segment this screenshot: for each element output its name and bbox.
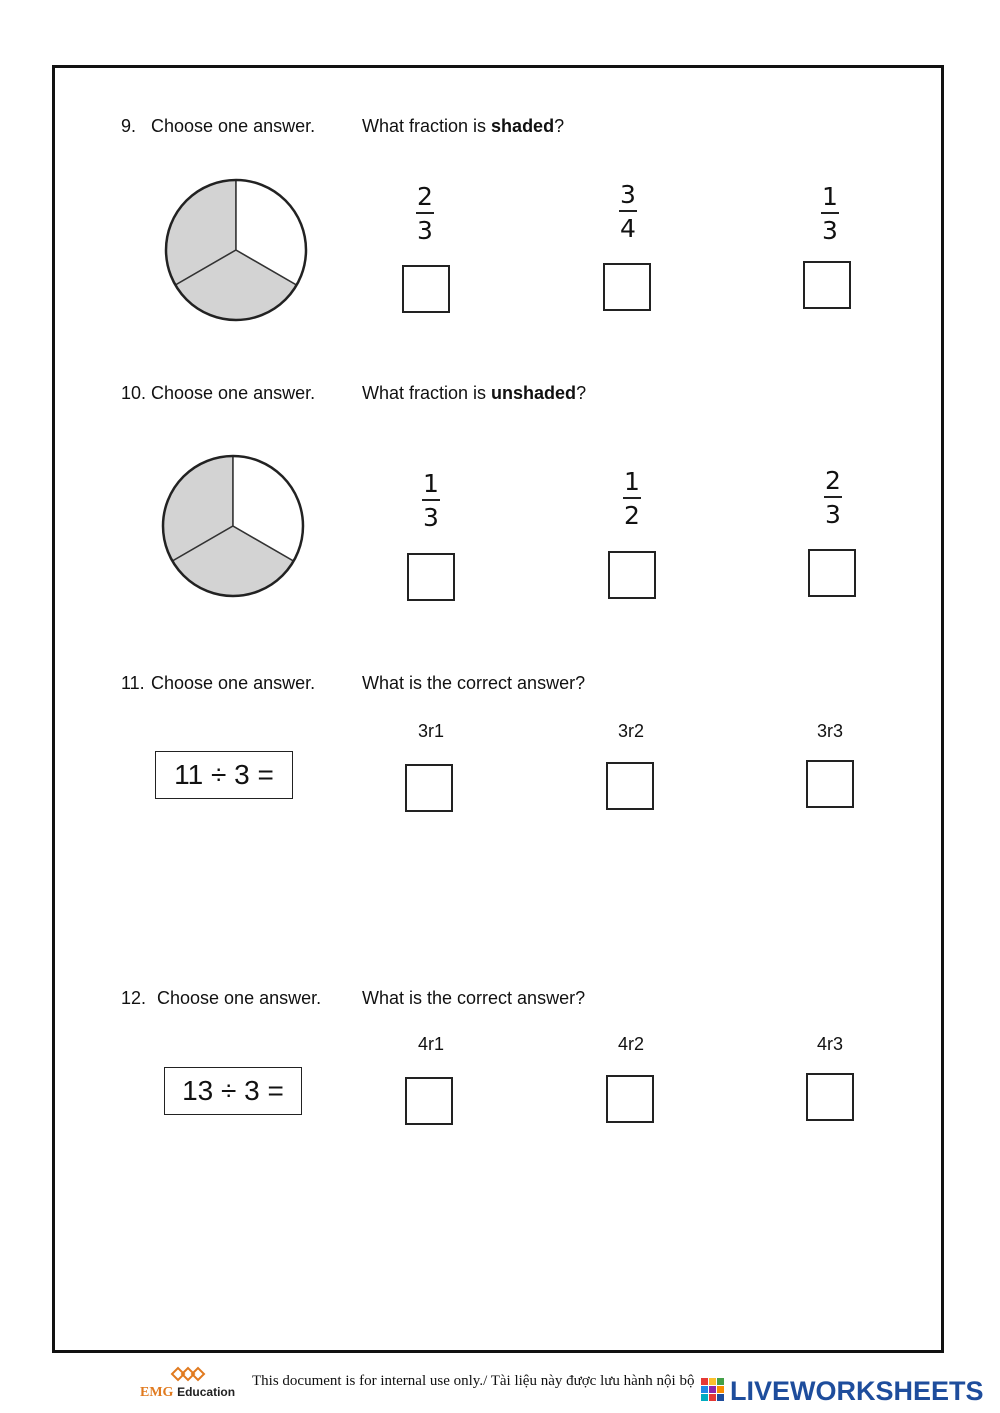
q11-option-b-label: 3r2 bbox=[617, 721, 644, 741]
q11-option-a-checkbox[interactable] bbox=[405, 764, 453, 812]
q9-option-b-checkbox[interactable] bbox=[603, 263, 651, 311]
q10-prompt-start: What fraction is bbox=[362, 383, 492, 403]
fraction-numerator: 1 bbox=[423, 469, 439, 498]
q12-expression: 13 ÷ 3 = bbox=[164, 1067, 302, 1115]
q10-prompt-bold: unshaded bbox=[491, 383, 577, 403]
q10-option-a-checkbox[interactable] bbox=[407, 553, 455, 601]
q9-instruction: Choose one answer. bbox=[151, 116, 316, 136]
q10-instruction: Choose one answer. bbox=[151, 383, 316, 403]
education-brand-text: Education bbox=[177, 1385, 236, 1399]
q9-prompt bbox=[362, 116, 564, 137]
q9-option-c-checkbox[interactable] bbox=[803, 261, 851, 309]
liveworksheets-text: LIVEWORKSHEETS bbox=[730, 1375, 984, 1406]
q11-prompt: What is the correct answer? bbox=[362, 673, 586, 693]
q11-instruction: Choose one answer. bbox=[151, 673, 316, 693]
fraction-denominator: 2 bbox=[624, 501, 640, 530]
fraction-bar bbox=[824, 496, 842, 498]
fraction-denominator: 4 bbox=[620, 214, 636, 243]
q9-number: 9. bbox=[121, 116, 137, 136]
fraction-numerator: 2 bbox=[417, 182, 433, 211]
q12-option-c-label: 4r3 bbox=[816, 1034, 843, 1054]
fraction-bar bbox=[623, 497, 641, 499]
q11-expression: 11 ÷ 3 = bbox=[155, 751, 293, 799]
emg-education-brand bbox=[140, 1384, 235, 1401]
q10-option-c-fraction bbox=[813, 468, 853, 527]
fraction-numerator: 1 bbox=[624, 467, 640, 496]
q11-option-a-label: 3r1 bbox=[417, 721, 444, 741]
q9-prompt-start: What fraction is bbox=[362, 116, 492, 136]
liveworksheets-watermark bbox=[700, 1374, 984, 1408]
q10-option-a-fraction bbox=[411, 471, 451, 530]
q12-option-b-label: 4r2 bbox=[617, 1034, 644, 1054]
fraction-denominator: 3 bbox=[822, 216, 838, 245]
q9-option-b-fraction bbox=[608, 182, 648, 241]
q12-option-a-checkbox[interactable] bbox=[405, 1077, 453, 1125]
q9-prompt-end: ? bbox=[554, 116, 565, 136]
emg-brand-text: EMG bbox=[140, 1385, 174, 1400]
q12-number: 12. bbox=[121, 988, 147, 1008]
q12-instruction: Choose one answer. bbox=[157, 988, 322, 1008]
q10-option-c-checkbox[interactable] bbox=[808, 549, 856, 597]
fraction-bar bbox=[422, 499, 440, 501]
q11-option-b-checkbox[interactable] bbox=[606, 762, 654, 810]
q12-option-c-checkbox[interactable] bbox=[806, 1073, 854, 1121]
fraction-numerator: 1 bbox=[822, 182, 838, 211]
q10-option-b-fraction bbox=[612, 469, 652, 528]
fraction-denominator: 3 bbox=[417, 216, 433, 245]
q10-prompt-end: ? bbox=[576, 383, 587, 403]
q11-option-c-label: 3r3 bbox=[816, 721, 843, 741]
fraction-denominator: 3 bbox=[423, 503, 439, 532]
q12-option-a-label: 4r1 bbox=[417, 1034, 444, 1054]
fraction-denominator: 3 bbox=[825, 500, 841, 529]
q12-option-b-checkbox[interactable] bbox=[606, 1075, 654, 1123]
liveworksheets-logo-icon bbox=[700, 1376, 726, 1406]
q9-option-a-fraction bbox=[405, 184, 445, 243]
q9-option-c-fraction bbox=[810, 184, 850, 243]
fraction-bar bbox=[416, 212, 434, 214]
fraction-numerator: 3 bbox=[620, 180, 636, 209]
q10-option-b-checkbox[interactable] bbox=[608, 551, 656, 599]
q9-prompt-bold: shaded bbox=[491, 116, 555, 136]
footer-notice: This document is for internal use only./ Tài liệu này được lưu hành nội bộ bbox=[252, 1373, 695, 1389]
q11-option-c-checkbox[interactable] bbox=[806, 760, 854, 808]
fraction-bar bbox=[619, 210, 637, 212]
q11-number: 11. bbox=[121, 673, 145, 693]
q9-fraction-circle bbox=[162, 176, 310, 324]
fraction-numerator: 2 bbox=[825, 466, 841, 495]
q12-prompt: What is the correct answer? bbox=[362, 988, 586, 1008]
q10-prompt bbox=[362, 383, 586, 404]
q10-number: 10. bbox=[121, 383, 147, 403]
q9-option-a-checkbox[interactable] bbox=[402, 265, 450, 313]
q10-fraction-circle bbox=[159, 452, 307, 600]
fraction-bar bbox=[821, 212, 839, 214]
